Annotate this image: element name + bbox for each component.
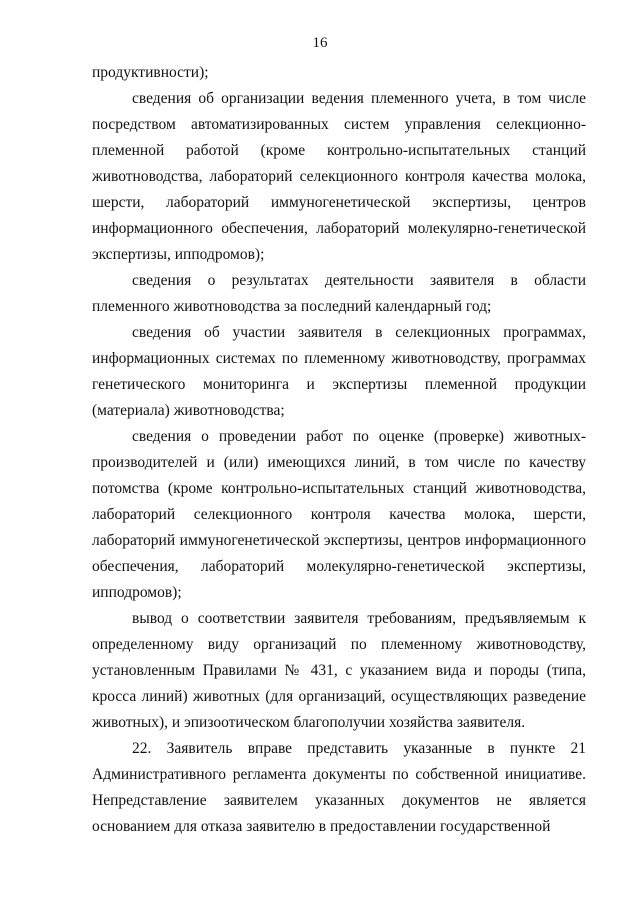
paragraph-continuation: продуктивности); xyxy=(92,64,209,81)
paragraph-programs: сведения об участии заявителя в селекционных программах, информационных системах по племенному животноводству, программах генетического мониторинга и экспертизы племенной продукции (материала) животноводства; xyxy=(92,324,586,419)
paragraph-breeding-records: сведения об организации ведения племенного учета, в том числе посредством автоматизированных систем управления селекционно-племенной работой (кроме контрольно-испытательных станций животноводства, лабораторий селекционного контроля качества молока, шерсти, лабораторий иммуногенетической экспертизы, центров информационного обеспечения, лабораторий молекулярно-генетической экспертизы, ипподромов); xyxy=(92,90,586,263)
paragraph-results: сведения о результатах деятельности заявителя в области племенного животноводства за последний календарный год; xyxy=(92,272,586,315)
document-body xyxy=(92,60,586,840)
paragraph-evaluation: сведения о проведении работ по оценке (проверке) животных-производителей и (или) имеющихся линий, в том числе по качеству потомства (кроме контрольно-испытательных станций животноводства, лабораторий селекционного контроля качества молока, шерсти, лабораторий иммуногенетической экспертизы, центров информационного обеспечения, лабораторий молекулярно-генетической экспертизы, ипподромов); xyxy=(92,428,586,601)
paragraph-conclusion: вывод о соответствии заявителя требованиям, предъявляемым к определенному виду организаций по племенному животноводству, установленным Правилами № 431, с указанием вида и породы (типа, кросса линий) животных (для организаций, осуществляющих разведение животных), и эпизоотическом благополучии хозяйства заявителя. xyxy=(92,610,586,731)
paragraph-item-22: 22. Заявитель вправе представить указанные в пункте 21 Административного регламента документы по собственной инициативе. Непредставление заявителем указанных документов не является основанием для отказа заявителю в предоставлении государственной xyxy=(92,740,586,835)
page-number: 16 xyxy=(312,35,328,51)
